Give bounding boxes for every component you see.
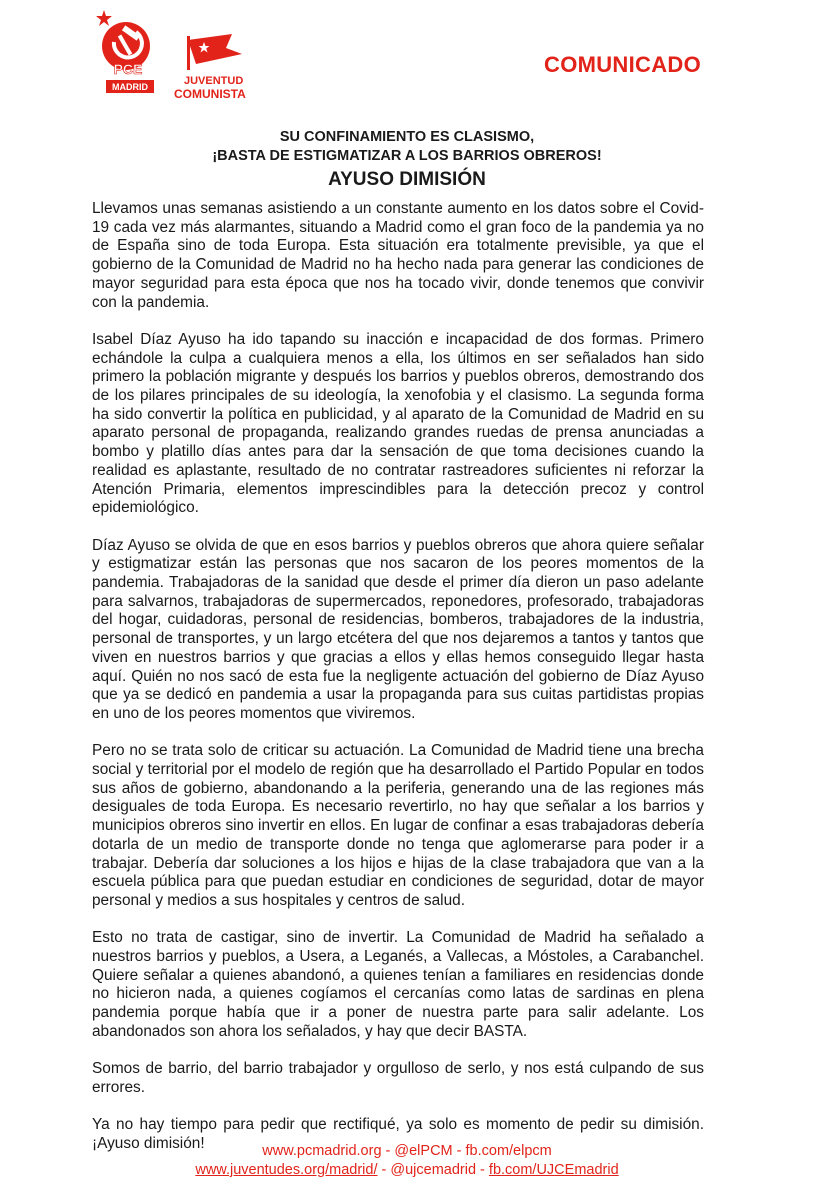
headline — [0, 128, 814, 193]
statement-body — [92, 200, 704, 1172]
paragraph: Isabel Díaz Ayuso ha ido tapando su inacción e incapacidad de dos formas. Primero echándole la culpa a cualquiera menos a ella, los últimos en ser señalados han sido primero la población migrante y después los barrios y pueblos obreros, demostrando dos de los pilares principales de su ideología, la xenofobia y el clasismo. La segunda forma ha sido convertir la política en publicidad, y al aparato de la Comunidad de Madrid en su aparato personal de propaganda, realizando grandes ruedas de prensa anunciadas a bombo y platillo días antes para dar la sensación de que toma decisiones cuando la realidad es aplastante, resultado de no contratar rastreadores suficientes ni reforzar la Atención Primaria, elementos imprescindibles para la detección precoz y control epidemiológico. — [92, 330, 704, 517]
headline-line-1: SU CONFINAMIENTO ES CLASISMO, — [279, 129, 535, 145]
footer-line-ujce — [0, 1161, 814, 1180]
juventud-comunista-logo — [174, 28, 270, 102]
paragraph: Díaz Ayuso se olvida de que en esos barrios y pueblos obreros que ahora quiere señalar y estigmatizar están las personas que nos sacaron de los peores momentos de la pandemia. Trabajadoras de la sanidad que desde el primer día dieron un paso adelante para salvarnos, trabajadoras de supermercados, reponedores, profesorado, trabajadoras del hogar, cuidadoras, personal de residencias, bomberos, trabajadores de la industria, personal de transportes, y un largo etcétera del que nos dejaremos a tantos y tantos que viven en nuestros barrios y que gracias a ellos y ellas hemos conseguido llegar hasta aquí. Quién no nos sacó de esta fue la negligente actuación del gobierno de Díaz Ayuso que ya se dedicó en pandemia a usar la propaganda para sus cuitas partidistas propias en uno de los peores momentos que viviremos. — [92, 536, 704, 722]
juventudes-website-link[interactable]: www.juventudes.org/madrid/ — [195, 1162, 378, 1178]
paragraph: Ya no hay tiempo para pedir que rectifiqué, ya solo es momento de pedir su dimisión. ¡Ayuso dimisión! — [92, 1116, 704, 1153]
footer-contacts — [0, 1142, 814, 1180]
document-type-label: COMUNICADO — [544, 52, 701, 77]
juventud-logo-line2: COMUNISTA — [174, 87, 246, 101]
footer-line-pcm[interactable]: www.pcmadrid.org - @elPCM - fb.com/elpcm — [262, 1143, 552, 1159]
paragraph: Esto no trata de castigar, sino de invertir. La Comunidad de Madrid ha señalado a nuestros barrios y pueblos, a Usera, a Leganés, a Vallecas, a Móstoles, a Carabanchel. Quiere señalar a quienes abandonó, a quienes tenían a familiares en residencias donde no hicieron nada, a quienes cogíamos el cercanías como latas de sardinas en plena pandemia porque había que ir a poner de nuestra parte para salir adelante. Los abandonados son ahora los señalados, y hay que decir BASTA. — [92, 929, 704, 1040]
paragraph: Pero no se trata solo de criticar su actuación. La Comunidad de Madrid tiene una brecha social y territorial por el modelo de región que ha desarrollado el Partido Popular en todos sus años de gobierno, abandonando a la periferia, generando una de las regiones más desiguales de toda Europa. Es necesario revertirlo, no hay que señalar a los barrios y municipios obreros sino invertir en ellos. En lugar de confinar a esas trabajadoras debería dotarla de un medio de transporte donde no tenga que aglomerarse para poder ir a trabajar. Debería dar soluciones a los hijos e hijas de la clase trabajadora que van a la escuela pública para que puedan estudiar en condiciones de seguridad, dotar de mayor personal y medios a sus hospitales y centros de salud. — [92, 742, 704, 909]
ujce-facebook-link[interactable]: fb.com/UJCEmadrid — [488, 1162, 619, 1178]
ujce-twitter-handle[interactable]: - @ujcemadrid - — [377, 1162, 489, 1178]
paragraph: Somos de barrio, del barrio trabajador y orgulloso de serlo, y nos está culpando de sus errores. — [92, 1060, 704, 1096]
pce-logo-subtext: MADRID — [112, 82, 148, 92]
pce-madrid-logo — [92, 8, 164, 98]
paragraph: Llevamos unas semanas asistiendo a un constante aumento en los datos sobre el Covid-19 cada vez más alarmantes, situando a Madrid como el gran foco de la pandemia ya no de España sino de toda Europa. Esta situación era totalmente previsible, ya que el gobierno de la Comunidad de Madrid no ha hecho nada para generar las condiciones de mayor seguridad para esta época que nos ha tocado vivir, donde tenemos que convivir con la pandemia. — [92, 200, 704, 311]
headline-title: AYUSO DIMISIÓN — [328, 169, 486, 190]
headline-line-2: ¡BASTA DE ESTIGMATIZAR A LOS BARRIOS OBREROS! — [212, 148, 602, 164]
juventud-logo-line1: JUVENTUD — [184, 75, 244, 87]
pce-logo-text: PCE — [113, 61, 143, 77]
